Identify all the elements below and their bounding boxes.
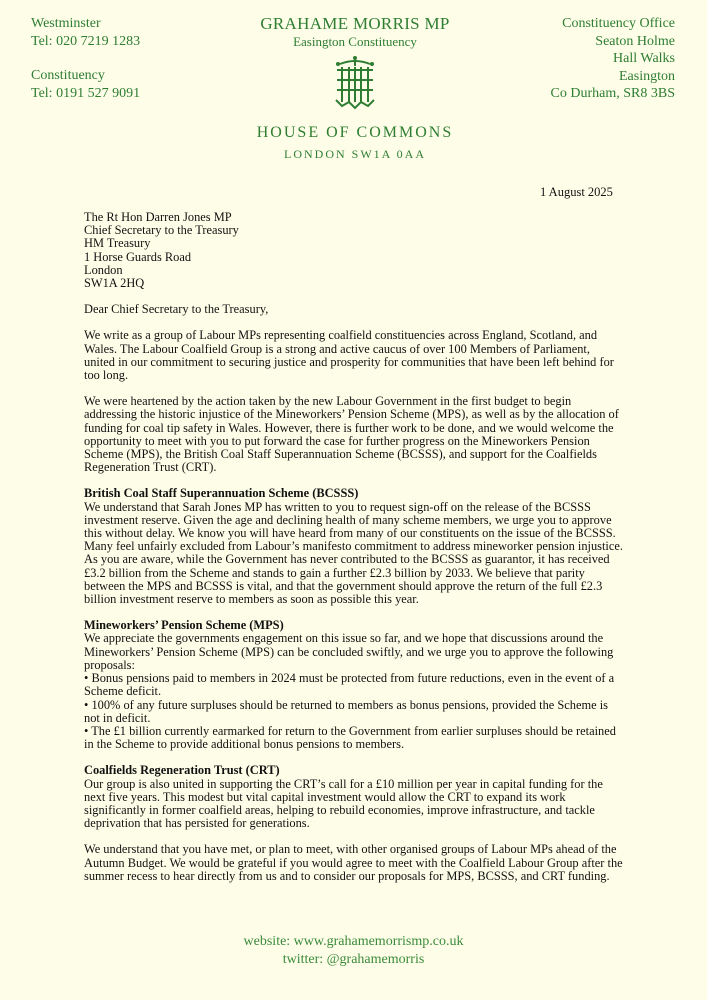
heading-mps: Mineworkers’ Pension Scheme (MPS) — [84, 618, 284, 633]
office-line-4: Easington — [619, 68, 675, 84]
letterhead-right — [551, 15, 675, 103]
paragraph-closing: We understand that you have met, or plan to meet, with other organised groups of Labour MPs ahead of the Autumn Budget. We would be grateful if you would agree to meet with the Coalfield Labour Group after the summer recess to hear directly from us and to consider our proposals for MPS, BCSSS, and CRT funding. — [84, 842, 623, 883]
paragraph-crt: Our group is also united in supporting the CRT’s call for a £10 million per year in capital funding for the next five years. This modest but vital capital investment would allow the CRT to expand its work significantly in former coalfield areas, helping to rebuild economies, improve infrastructure, and tackle deprivation that has persisted for generations. — [84, 776, 603, 831]
paragraph-mps: We appreciate the governments engagement on this issue so far, and we hope that discussions around the Mineworkers’ Pension Scheme (MPS) can be concluded swiftly, and we urge you to approve the following proposals: — [84, 631, 614, 672]
recipient-line: Chief Secretary to the Treasury — [84, 223, 239, 238]
list-item: • Bonus pensions paid to members in 2024 must be protected from future reductions, even in the event of a Scheme deficit. — [84, 672, 624, 698]
letter-date: 1 August 2025 — [540, 185, 613, 199]
paragraph-intro: We write as a group of Labour MPs representing coalfield constituencies across England, Scotland, and Wales. The Labour Coalfield Group is a strong and active caucus of over 100 Members of Parliament, united in our commitment to securing justice and prosperity for communities that have been left behind for too long. — [84, 328, 614, 383]
office-line-5: Co Durham, SR8 3BS — [550, 86, 675, 101]
salutation: Dear Chief Secretary to the Treasury, — [84, 302, 269, 317]
office-line-2: Seaton Holme — [595, 33, 675, 49]
twitter-link[interactable]: twitter: @grahamemorris — [282, 952, 425, 967]
recipient-address — [84, 211, 624, 290]
heading-bcsss: British Coal Staff Superannuation Scheme (BCSSS) — [84, 486, 359, 501]
list-item: • The £1 billion currently earmarked for return to the Government from earlier surpluses should be retained in the Scheme to provide additional bonus pensions to members. — [84, 725, 624, 751]
letter-body — [84, 211, 624, 883]
letterhead-center — [230, 14, 480, 162]
recipient-line: 1 Horse Guards Road — [84, 249, 192, 264]
westminster-phone: Tel: 020 7219 1283 — [31, 34, 141, 49]
letterhead-left — [31, 15, 140, 103]
paragraph-action: We were heartened by the action taken by the new Labour Government in the first budget to begin addressing the historic injustice of the Mineworkers’ Pension Scheme (MPS), as well as by the allocation of funding for coal tip safety in Wales. However, there is further work to be done, and we would welcome the opportunity to meet with you to put forward the case for further progress on the Mineworkers Pension Scheme (MPS), the British Coal Staff Superannuation Scheme (BCSSS), and support for the Coalfields Regeneration Trust (CRT). — [84, 394, 619, 475]
website-link[interactable]: website: www.grahamemorrismp.co.uk — [243, 934, 464, 949]
recipient-line: The Rt Hon Darren Jones MP — [84, 210, 232, 224]
mp-name: GRAHAME MORRIS MP — [260, 14, 450, 33]
constituency-phone: Tel: 0191 527 9091 — [31, 86, 141, 101]
constituency-label: Constituency — [31, 68, 105, 83]
recipient-line: HM Treasury — [84, 236, 151, 251]
recipient-line: London — [84, 262, 123, 277]
portcullis-icon — [332, 56, 378, 110]
mp-constituency: Easington Constituency — [293, 34, 417, 49]
office-label: Constituency Office — [562, 16, 675, 31]
recipient-line: SW1A 2HQ — [84, 276, 145, 291]
house-address: LONDON SW1A 0AA — [284, 147, 426, 161]
house-of-commons: HOUSE OF COMMONS — [256, 124, 454, 141]
letter-footer — [0, 933, 707, 969]
office-line-3: Hall Walks — [613, 51, 675, 66]
list-item: • 100% of any future surpluses should be returned to members as bonus pensions, provided the Scheme is not in deficit. — [84, 699, 624, 725]
westminster-label: Westminster — [31, 16, 101, 31]
heading-crt: Coalfields Regeneration Trust (CRT) — [84, 763, 280, 778]
paragraph-bcsss: We understand that Sarah Jones MP has written to you to request sign-off on the release of the BCSSS investment reserve. Given the age and declining health of many scheme members, we urge you to approve this without delay. We know you will have heard from many of our constituents on the issue of the BCSSS. Many feel unfairly excluded from Labour’s manifesto commitment to address mineworker pension injustice. As you are aware, while the Government has never contributed to the BCSSS as guarantor, it has received £3.2 billion from the Scheme and stands to gain a further £2.3 billion by 2033. We believe that parity between the MPS and BCSSS is vital, and that the government should approve the return of the full £2.3 billion investment reserve to members as soon as possible this year. — [84, 499, 623, 607]
